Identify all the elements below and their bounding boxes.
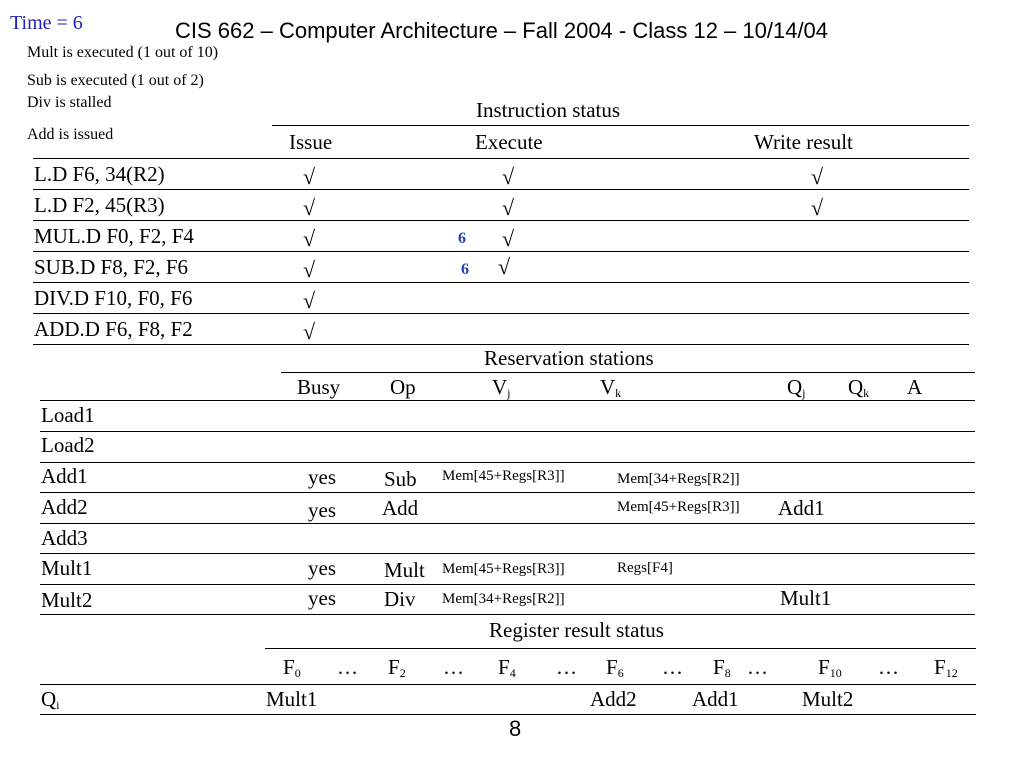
divider bbox=[33, 313, 969, 314]
issue-check: √ bbox=[303, 257, 316, 282]
write-check: √ bbox=[811, 164, 824, 189]
execute-check: √ bbox=[502, 195, 515, 220]
divider bbox=[40, 462, 975, 463]
station-op: Sub bbox=[384, 467, 417, 491]
divider bbox=[272, 125, 969, 126]
station-vj: Mem[45+Regs[R3]] bbox=[442, 561, 565, 577]
divider bbox=[40, 614, 975, 615]
reservation-stations-title: Reservation stations bbox=[484, 346, 654, 370]
write-check: √ bbox=[811, 195, 824, 220]
divider bbox=[40, 431, 975, 432]
divider bbox=[265, 648, 976, 649]
register-qi: Mult2 bbox=[802, 687, 854, 711]
register-qi: Add2 bbox=[590, 687, 637, 711]
register-ellipsis: … bbox=[662, 655, 683, 679]
issue-check: √ bbox=[303, 226, 316, 251]
issue-check: √ bbox=[303, 288, 316, 313]
divider bbox=[33, 220, 969, 221]
issue-check: √ bbox=[303, 319, 316, 344]
execute-check: √ bbox=[502, 164, 515, 189]
station-vj: Mem[45+Regs[R3]] bbox=[442, 468, 565, 484]
station-busy: yes bbox=[308, 498, 336, 522]
col-issue-header: Issue bbox=[289, 130, 333, 154]
divider bbox=[40, 523, 975, 524]
register-ellipsis: … bbox=[443, 655, 464, 679]
divider bbox=[33, 344, 969, 345]
register-name: $F_8$ bbox=[713, 655, 731, 680]
register-ellipsis: … bbox=[337, 655, 358, 679]
instruction-name: L.D F6, 34(R2) bbox=[34, 162, 165, 186]
station-vk: Regs[F4] bbox=[617, 560, 673, 576]
divider bbox=[33, 189, 969, 190]
instruction-status-title: Instruction status bbox=[476, 98, 621, 122]
register-qi: Add1 bbox=[692, 687, 739, 711]
divider bbox=[33, 282, 969, 283]
note-mult: Mult is executed (1 out of 10) bbox=[27, 44, 219, 61]
register-name: $F_0$ bbox=[283, 655, 301, 680]
divider bbox=[40, 714, 976, 715]
register-status-title: Register result status bbox=[489, 618, 664, 642]
instruction-name: DIV.D F10, F0, F6 bbox=[34, 286, 193, 310]
instruction-name: SUB.D F8, F2, F6 bbox=[34, 255, 189, 279]
register-name: $F_{10}$ bbox=[818, 655, 842, 680]
instruction-name: MUL.D F0, F2, F4 bbox=[34, 224, 194, 248]
station-vj: Mem[34+Regs[R2]] bbox=[442, 591, 565, 607]
divider bbox=[40, 684, 976, 685]
station-op: Div bbox=[384, 587, 416, 611]
page-number: 8 bbox=[509, 716, 522, 741]
divider bbox=[40, 553, 975, 554]
qi-row-label: $Q_i$ bbox=[41, 687, 60, 712]
station-name: Mult2 bbox=[41, 588, 93, 612]
station-vk: Mem[34+Regs[R2]] bbox=[617, 471, 740, 487]
station-name: Add3 bbox=[41, 526, 88, 550]
note-div: Div is stalled bbox=[27, 94, 112, 111]
execute-check: √ bbox=[498, 254, 511, 279]
station-name: Add2 bbox=[41, 495, 88, 519]
col-op-header: Op bbox=[390, 375, 416, 399]
time-label: Time = 6 bbox=[10, 12, 83, 34]
station-op: Add bbox=[382, 496, 419, 520]
col-vj-header: $V_j$ bbox=[492, 375, 511, 400]
register-name: $F_2$ bbox=[388, 655, 406, 680]
exec-cycle: 6 bbox=[458, 230, 466, 247]
station-qj: Mult1 bbox=[780, 586, 832, 610]
register-ellipsis: … bbox=[878, 655, 899, 679]
execute-check: √ bbox=[502, 226, 515, 251]
station-busy: yes bbox=[308, 465, 336, 489]
col-qk-header: $Q_k$ bbox=[848, 375, 870, 400]
divider bbox=[33, 251, 969, 252]
station-vk: Mem[45+Regs[R3]] bbox=[617, 499, 740, 515]
station-qj: Add1 bbox=[778, 496, 825, 520]
col-a-header: A bbox=[907, 375, 923, 399]
divider bbox=[40, 400, 975, 401]
issue-check: √ bbox=[303, 164, 316, 189]
instruction-name: L.D F2, 45(R3) bbox=[34, 193, 165, 217]
station-name: Load1 bbox=[41, 403, 95, 427]
divider bbox=[281, 372, 975, 373]
station-busy: yes bbox=[308, 586, 336, 610]
register-ellipsis: … bbox=[556, 655, 577, 679]
register-qi: Mult1 bbox=[266, 687, 318, 711]
divider bbox=[33, 158, 969, 159]
slide-title: CIS 662 – Computer Architecture – Fall 2004 - Class 12 – 10/14/04 bbox=[175, 18, 829, 43]
col-vk-header: $V_k$ bbox=[600, 375, 622, 400]
register-ellipsis: … bbox=[747, 655, 768, 679]
col-busy-header: Busy bbox=[297, 375, 341, 399]
col-write-header: Write result bbox=[754, 130, 853, 154]
station-busy: yes bbox=[308, 556, 336, 580]
note-add: Add is issued bbox=[27, 126, 114, 143]
register-name: $F_{12}$ bbox=[934, 655, 958, 680]
issue-check: √ bbox=[303, 195, 316, 220]
instruction-name: ADD.D F6, F8, F2 bbox=[34, 317, 193, 341]
divider bbox=[40, 584, 975, 585]
station-name: Mult1 bbox=[41, 556, 93, 580]
col-execute-header: Execute bbox=[475, 130, 543, 154]
station-name: Add1 bbox=[41, 464, 88, 488]
station-name: Load2 bbox=[41, 433, 95, 457]
col-qj-header: $Q_j$ bbox=[787, 375, 806, 400]
register-name: $F_4$ bbox=[498, 655, 516, 680]
register-name: $F_6$ bbox=[606, 655, 624, 680]
exec-cycle: 6 bbox=[461, 261, 469, 278]
note-sub: Sub is executed (1 out of 2) bbox=[27, 72, 204, 89]
station-op: Mult bbox=[384, 558, 425, 582]
divider bbox=[40, 492, 975, 493]
